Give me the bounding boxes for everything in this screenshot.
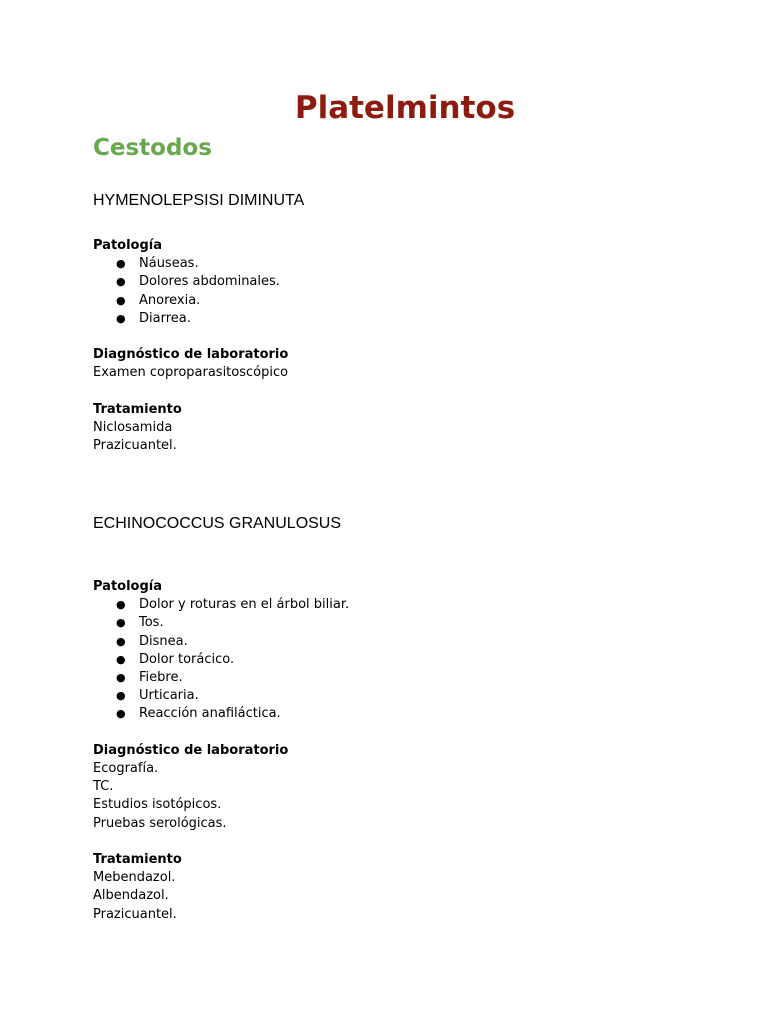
bullet-icon: ●: [116, 311, 126, 325]
bullet-icon: ●: [116, 598, 126, 612]
species-block: [93, 514, 693, 924]
diagnostico-line: Examen coproparasitoscópico: [93, 365, 289, 381]
patologia-heading: Patología: [93, 238, 163, 253]
bullet-icon: ●: [116, 689, 126, 703]
bullet-icon: ●: [116, 275, 126, 289]
bullet-icon: ●: [116, 257, 126, 271]
species-name: HYMENOLEPSISI DIMINUTA: [93, 192, 305, 209]
patologia-list: [93, 255, 693, 328]
list-item: ● Dolor y roturas en el árbol biliar.: [93, 596, 693, 614]
list-item: ● Diarrea.: [93, 310, 693, 328]
tratamiento-line: Prazicuantel.: [93, 906, 177, 922]
list-item: ● Fiebre.: [93, 669, 693, 687]
diagnostico-line: TC.: [93, 779, 114, 795]
tratamiento-line: Mebendazol.: [93, 870, 176, 886]
tratamiento-heading: Tratamiento: [93, 852, 182, 868]
diagnostico-heading: Diagnóstico de laboratorio: [93, 742, 289, 758]
diagnostico-heading: Diagnóstico de laboratorio: [93, 347, 289, 363]
tratamiento-line: Prazicuantel.: [93, 438, 177, 454]
tratamiento-line: Albendazol.: [93, 888, 169, 904]
species-name: ECHINOCOCCUS GRANULOSUS: [93, 515, 342, 532]
list-item: ● Dolor torácico.: [93, 651, 693, 669]
diagnostico-line: Ecografía.: [93, 761, 159, 777]
list-item: ● Urticaria.: [93, 687, 693, 705]
patologia-list: [93, 596, 693, 723]
bullet-icon: ●: [116, 671, 126, 685]
diagnostico-line: Pruebas serológicas.: [93, 815, 227, 831]
list-item: ● Reacción anafiláctica.: [93, 705, 693, 723]
list-item: ● Anorexia.: [93, 292, 693, 310]
bullet-icon: ●: [116, 652, 126, 666]
tratamiento-line: Niclosamida: [93, 420, 173, 435]
section-title: Cestodos: [93, 135, 212, 161]
bullet-icon: ●: [116, 616, 126, 630]
bullet-icon: ●: [116, 634, 126, 648]
tratamiento-heading: Tratamiento: [93, 401, 182, 417]
bullet-icon: ●: [116, 707, 126, 721]
list-item: ● Tos.: [93, 614, 693, 632]
species-block: [93, 191, 693, 455]
document-title: Platelmintos: [294, 90, 516, 126]
list-item: ● Disnea.: [93, 633, 693, 651]
diagnostico-line: Estudios isotópicos.: [93, 797, 222, 813]
patologia-heading: Patología: [93, 579, 163, 594]
bullet-icon: ●: [116, 293, 126, 307]
list-item: ● Náuseas.: [93, 255, 693, 273]
list-item: ● Dolores abdominales.: [93, 273, 693, 291]
